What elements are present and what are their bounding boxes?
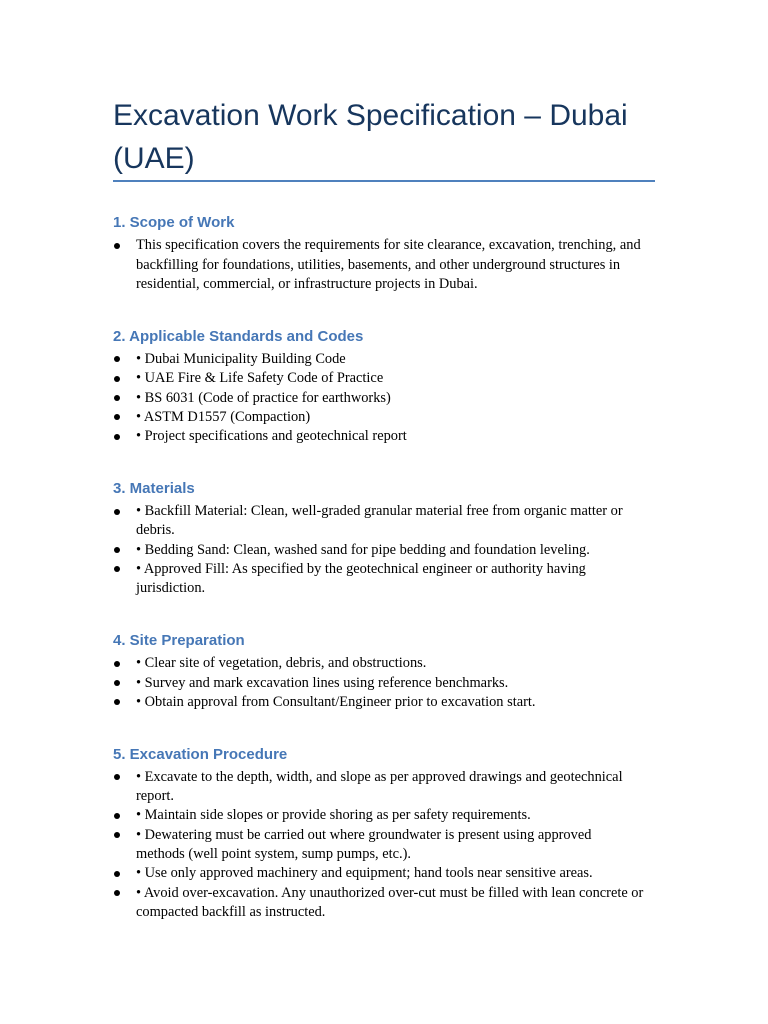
bullet-icon	[114, 774, 120, 780]
list-item-text: • Avoid over-excavation. Any unauthorized over-cut must be filled with lean concrete or compacted backfill as instructed.	[136, 884, 644, 920]
bullet-icon	[114, 434, 120, 440]
list-item	[136, 389, 655, 408]
bullet-icon	[114, 414, 120, 420]
bullet-list	[113, 502, 655, 598]
bullet-icon	[114, 243, 120, 249]
section-heading-site-preparation: 4. Site Preparation	[113, 631, 245, 649]
bullet-icon	[114, 356, 120, 362]
list-item-text: • Project specifications and geotechnical report	[136, 428, 407, 445]
list-item	[136, 674, 655, 693]
list-item-text: This specification covers the requirements for site clearance, excavation, trenching, and backfilling for foundations, utilities, basements, and other underground structures in residential, commercial, or infrastructure projects in Dubai.	[136, 237, 641, 292]
list-item-text: • Backfill Material: Clean, well-graded granular material free from organic matter or debris.	[136, 503, 623, 539]
list-item	[136, 806, 655, 825]
list-item	[136, 884, 666, 923]
list-item	[136, 236, 655, 294]
bullet-icon	[114, 813, 120, 819]
bullet-list	[113, 350, 655, 446]
list-item-text: • Maintain side slopes or provide shoring as per safety requirements.	[136, 807, 531, 824]
section-heading-excavation-procedure: 5. Excavation Procedure	[113, 745, 288, 763]
section-site-preparation	[113, 630, 655, 712]
section-scope-of-work	[113, 212, 655, 294]
bullet-icon	[114, 832, 120, 838]
bullet-list	[113, 236, 655, 294]
list-item	[136, 369, 655, 388]
list-item-text: • UAE Fire & Life Safety Code of Practice	[136, 370, 384, 387]
bullet-icon	[114, 680, 120, 686]
section-excavation-procedure	[113, 744, 655, 923]
bullet-icon	[114, 376, 120, 382]
list-item-text: • Bedding Sand: Clean, washed sand for pipe bedding and foundation leveling.	[136, 541, 590, 558]
list-item-text: • Excavate to the depth, width, and slope as per approved drawings and geotechnical report.	[136, 768, 623, 805]
list-item	[136, 693, 655, 712]
list-item	[136, 427, 655, 446]
section-heading-materials: 3. Materials	[113, 479, 195, 497]
title-divider	[113, 180, 655, 182]
section-heading-scope-of-work: 1. Scope of Work	[113, 214, 235, 231]
list-item	[136, 502, 655, 541]
bullet-list	[113, 654, 655, 712]
list-item	[136, 826, 616, 865]
list-item	[136, 768, 655, 807]
list-item	[136, 560, 636, 599]
section-materials	[113, 478, 655, 599]
list-item	[136, 864, 655, 883]
bullet-icon	[114, 509, 120, 515]
list-item	[136, 654, 655, 673]
list-item-text: • Dewatering must be carried out where groundwater is present using approved methods (well point system, sump pumps, etc.).	[136, 826, 592, 863]
bullet-list	[113, 768, 655, 922]
list-item-text: • BS 6031 (Code of practice for earthworks)	[136, 389, 391, 406]
list-item-text: • Survey and mark excavation lines using reference benchmarks.	[136, 674, 509, 691]
list-item-text: • Clear site of vegetation, debris, and obstructions.	[136, 655, 427, 672]
list-item	[136, 408, 655, 427]
document-title: Excavation Work Specification – Dubai (UAE)	[113, 99, 628, 175]
bullet-icon	[114, 547, 120, 553]
document-body	[113, 94, 655, 922]
bullet-icon	[114, 890, 120, 896]
bullet-icon	[114, 871, 120, 877]
bullet-icon	[114, 661, 120, 667]
section-heading-applicable-standards: 2. Applicable Standards and Codes	[113, 327, 364, 345]
list-item-text: • Approved Fill: As specified by the geotechnical engineer or authority having jurisdiction.	[136, 560, 586, 597]
bullet-icon	[114, 699, 120, 705]
list-item-text: • Use only approved machinery and equipment; hand tools near sensitive areas.	[136, 865, 593, 882]
list-item	[136, 350, 655, 369]
list-item	[136, 541, 655, 560]
bullet-icon	[114, 395, 120, 401]
list-item-text: • Dubai Municipality Building Code	[136, 350, 346, 367]
list-item-text: • Obtain approval from Consultant/Engineer prior to excavation start.	[136, 693, 536, 710]
section-applicable-standards	[113, 326, 655, 447]
list-item-text: • ASTM D1557 (Compaction)	[136, 408, 311, 425]
bullet-icon	[114, 566, 120, 572]
